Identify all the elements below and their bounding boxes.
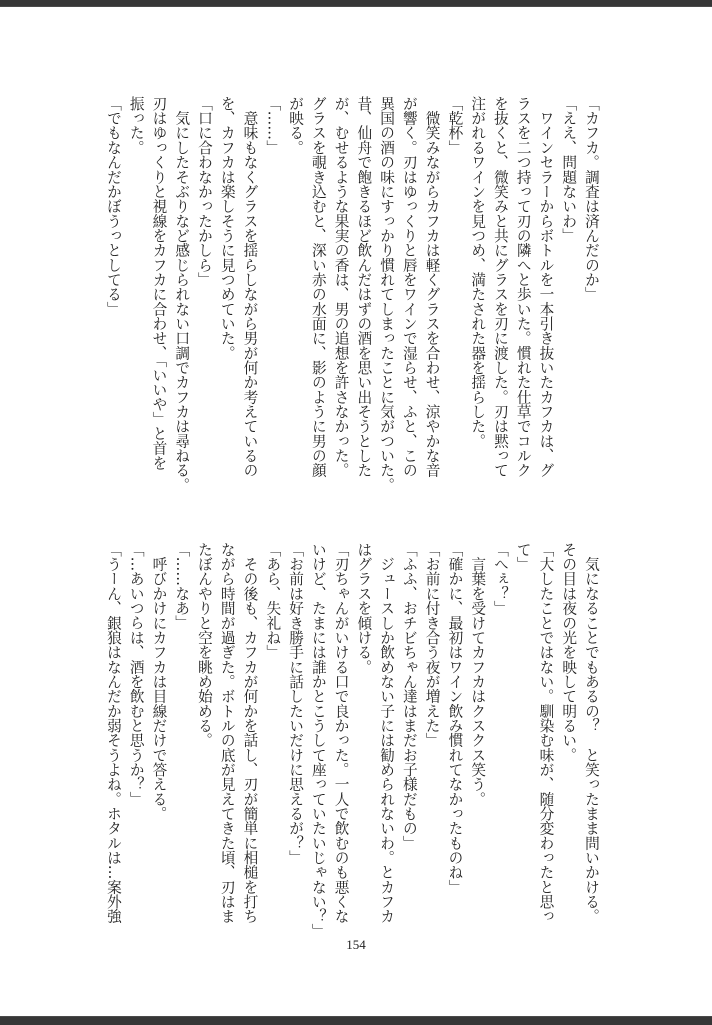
text-line: ワインセラーからボトルを一本引き抜いたカフカは、グ <box>537 96 555 478</box>
text-line: を、カフカは楽しそうに見つめていた。 <box>218 96 236 361</box>
text-line: 「あら、失礼ね」 <box>264 542 282 660</box>
text-line: 「お前は好き勝手に話したいだけに思えるが？」 <box>287 542 305 865</box>
text-line: 「カフカ。調査は済んだのか」 <box>583 96 600 302</box>
vertical-text-block-top <box>101 96 602 493</box>
text-line: 昔、仙舟で飽きるほど飲んだはずの酒を思い出そうとした <box>355 96 373 478</box>
vertical-text-block-bottom <box>101 542 602 939</box>
text-line: 言葉を受けてカフカはクスクス笑う。 <box>469 542 487 807</box>
text-line: 「ええ、問題ないわ」 <box>560 96 578 243</box>
text-line: グラスを覗き込むと、深い赤の水面に、影のように男の顔 <box>309 96 327 478</box>
page-number: 154 <box>346 937 366 952</box>
text-line: 異国の酒の味にすっかり慣れてしまったことに気がついた。 <box>378 96 396 493</box>
text-line: 「うーん、銀狼はなんだか弱そうよね。ホタルは…案外強 <box>104 542 122 924</box>
text-line: が映る。 <box>287 96 305 155</box>
text-line: その後も、カフカが何かを話し、刃が簡単に相槌を打ち <box>241 542 259 924</box>
text-line: 「…あいつらは、酒を飲むと思うか？」 <box>127 542 145 807</box>
text-line: 「……なあ」 <box>173 542 191 630</box>
text-line: 「へぇ？」 <box>491 542 509 616</box>
text-line: いけど、たまには誰かとこうして座っていたいじゃない？」 <box>309 542 327 939</box>
text-line: 「大したことではない。馴染む味が、随分変わったと思っ <box>537 542 555 924</box>
text-line: 「乾杯」 <box>446 96 464 155</box>
text-line: ジュースしか飲めない子には勧められないわ。とカフカ <box>378 542 396 924</box>
text-line: 呼びかけにカフカは目線だけで答える。 <box>150 542 168 821</box>
text-line: 「刃ちゃんがいける口で良かった。一人で飲むのも悪くな <box>332 542 350 924</box>
text-line: 「でもなんだかぼうっとしてる」 <box>104 96 122 317</box>
text-line: 微笑みながらカフカは軽くグラスを合わせ、涼やかな音 <box>423 96 441 478</box>
text-line: はグラスを傾ける。 <box>355 542 373 675</box>
text-line: ラスを二つ持って刃の隣へと歩いた。慣れた仕草でコルク <box>514 96 532 478</box>
text-line: 振った。 <box>127 96 145 155</box>
text-line: 「お前に付き合う夜が増えた」 <box>423 542 441 748</box>
text-line: を抜くと、微笑みと共にグラスを刃に渡した。刃は黙って <box>491 96 509 478</box>
text-line: その目は夜の光を映して明るい。 <box>560 542 578 763</box>
text-line: ながら時間が過ぎた。ボトルの底が見えてきた頃、刃はま <box>218 542 236 924</box>
text-line: 注がれるワインを見つめ、満たされた器を揺らした。 <box>469 96 487 449</box>
text-line: 気にしたそぶりなど感じられない口調でカフカは尋ねる。 <box>173 96 191 493</box>
text-line: たぼんやりと空を眺め始める。 <box>195 542 213 748</box>
text-line: て」 <box>514 542 532 572</box>
text-line: 気になることでもあるの？ と笑ったまま問いかける。 <box>583 542 600 924</box>
text-line: 「ふふ、おチビちゃん達はまだお子様だもの」 <box>400 542 418 851</box>
text-line: が響く。刃はゆっくりと唇をワインで湿らせ、ふと、この <box>400 96 418 478</box>
text-line: が、むせるような果実の香は、男の追想を許さなかった。 <box>332 96 350 478</box>
text-line: 「確かに、最初はワイン飲み慣れてなかったものね」 <box>446 542 464 895</box>
text-line: 刃はゆっくりと視線をカフカに合わせ、「いいや」と首を <box>150 96 168 471</box>
viewer-top-bar <box>0 0 712 7</box>
text-line: 「……」 <box>264 96 282 155</box>
text-line: 意味もなくグラスを揺らしながら男が何か考えているの <box>241 96 259 478</box>
text-line: 「口に合わなかったかしら」 <box>195 96 213 287</box>
